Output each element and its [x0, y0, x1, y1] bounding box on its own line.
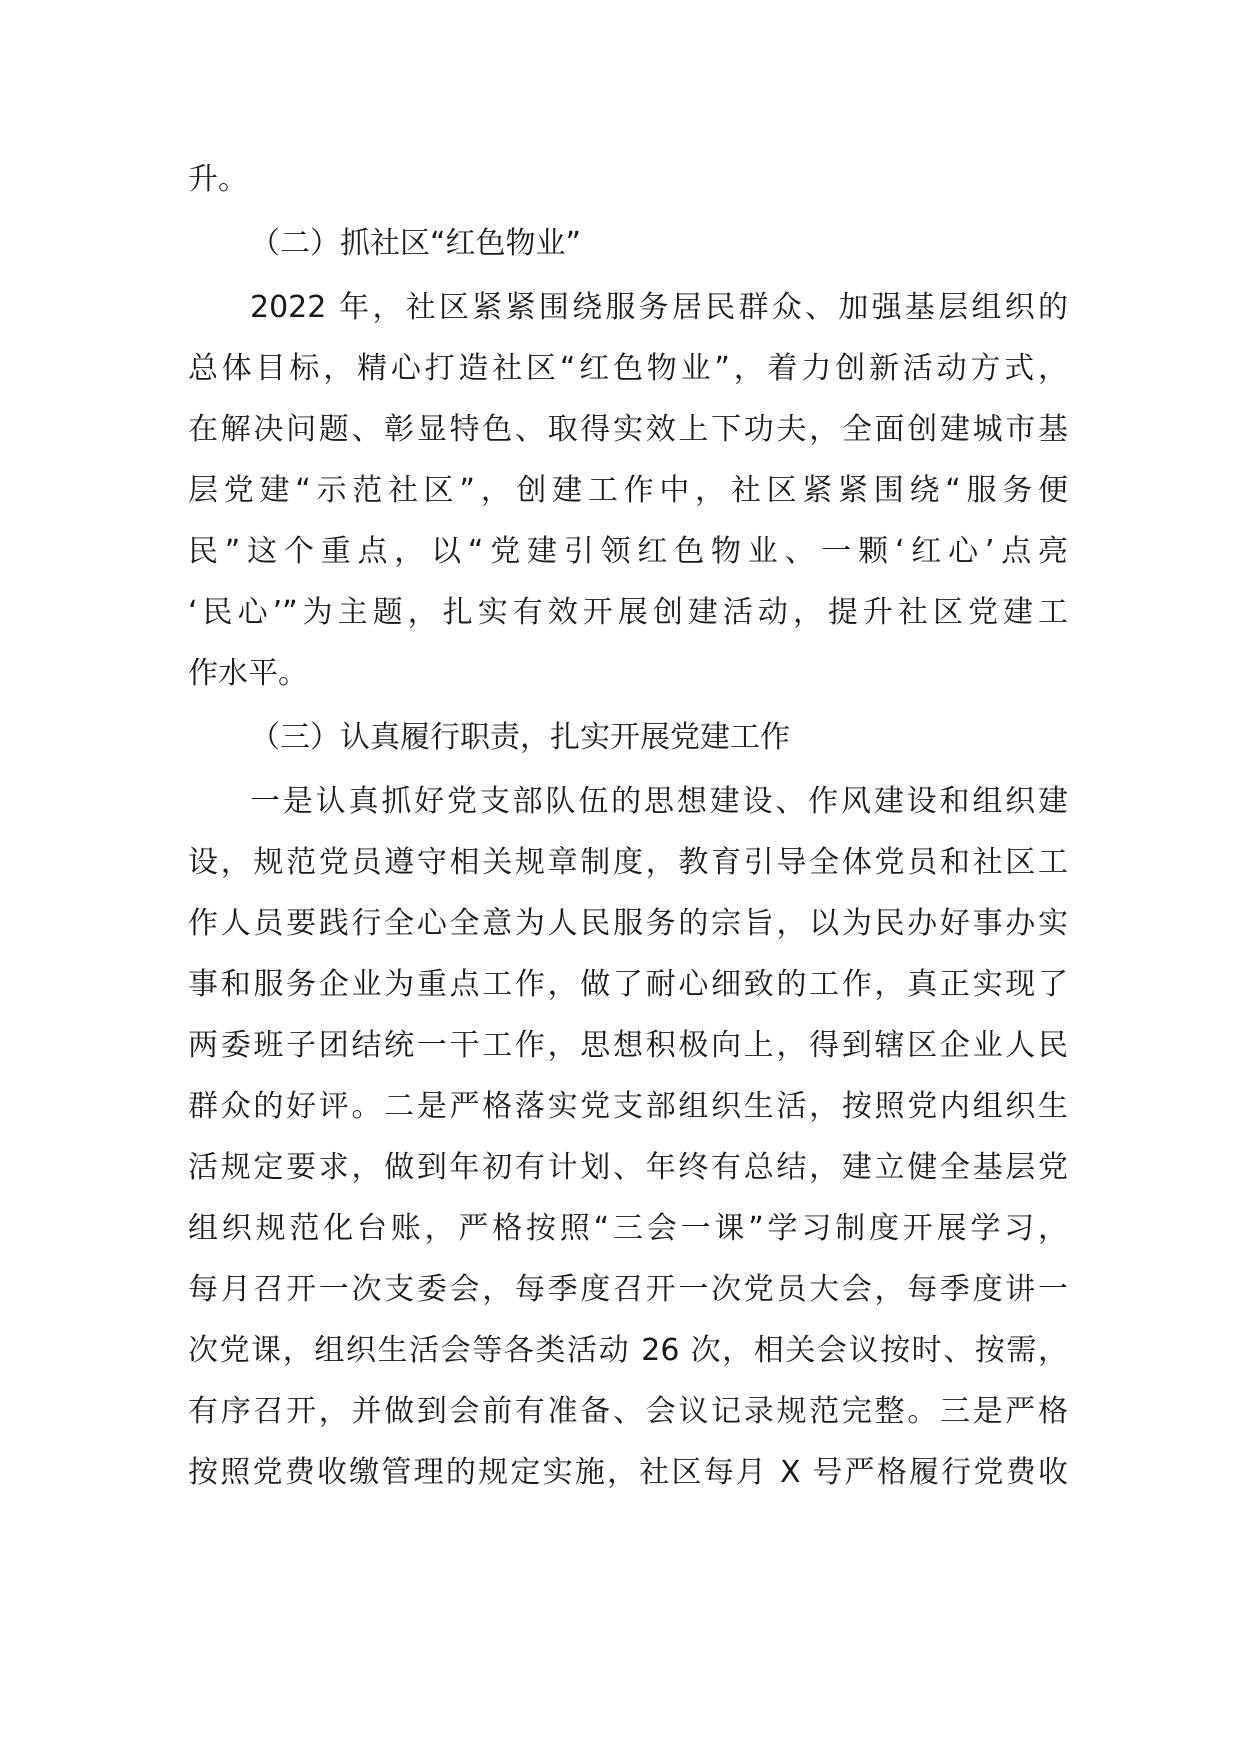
text-line: 作人员要践行全心全意为人民服务的宗旨，以为民办好事办实 [188, 906, 1068, 941]
text-line: 按照党费收缴管理的规定实施，社区每月 X 号严格履行党费收 [188, 1455, 1068, 1490]
text-line: 作水平。 [188, 656, 308, 691]
text-line: 设，规范党员遵守相关规章制度，教育引导全体党员和社区工 [188, 845, 1068, 880]
text-line: 民”这个重点，以“党建引领红色物业、一颗‘红心’点亮 [188, 534, 1068, 569]
text-line: 每月召开一次支委会，每季度召开一次党员大会，每季度讲一 [188, 1272, 1068, 1307]
text-line: 升。 [188, 162, 248, 197]
text-line: 一是认真抓好党支部队伍的思想建设、作风建设和组织建 [250, 784, 1068, 819]
text-line: 层党建“示范社区”，创建工作中，社区紧紧围绕“服务便 [188, 473, 1068, 508]
text-line: 群众的好评。二是严格落实党支部组织生活，按照党内组织生 [188, 1089, 1068, 1124]
section-heading: （二）抓社区“红色物业” [250, 226, 582, 261]
text-line: 活规定要求，做到年初有计划、年终有总结，建立健全基层党 [188, 1150, 1068, 1185]
text-line: 在解决问题、彰显特色、取得实效上下功夫，全面创建城市基 [188, 412, 1068, 447]
section-heading: （三）认真履行职责，扎实开展党建工作 [250, 720, 790, 755]
text-line: 2022 年，社区紧紧围绕服务居民群众、加强基层组织的 [250, 290, 1068, 325]
text-line: 总体目标，精心打造社区“红色物业”，着力创新活动方式， [188, 351, 1068, 386]
text-line: 两委班子团结统一干工作，思想积极向上，得到辖区企业人民 [188, 1028, 1068, 1063]
text-line: 次党课，组织生活会等各类活动 26 次，相关会议按时、按需， [188, 1333, 1068, 1368]
text-line: ‘民心’”为主题，扎实有效开展创建活动，提升社区党建工 [188, 595, 1068, 630]
text-line: 有序召开，并做到会前有准备、会议记录规范完整。三是严格 [188, 1394, 1068, 1429]
text-line: 事和服务企业为重点工作，做了耐心细致的工作，真正实现了 [188, 967, 1068, 1002]
text-line: 组织规范化台账，严格按照“三会一课”学习制度开展学习， [188, 1211, 1068, 1246]
